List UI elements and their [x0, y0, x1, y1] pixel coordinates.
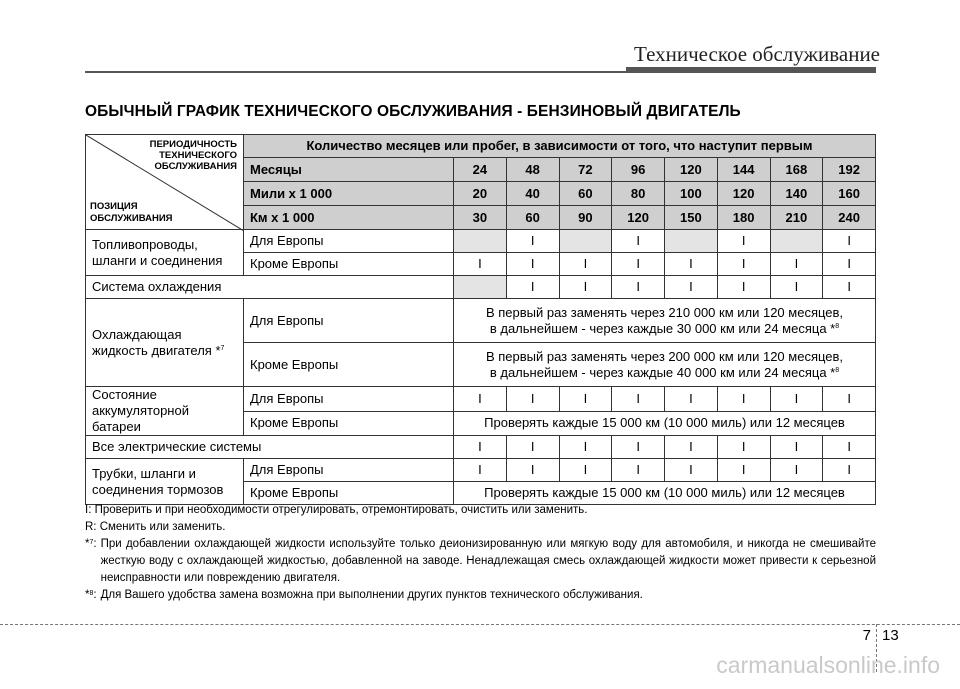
schedule-cell: I [506, 459, 559, 482]
schedule-cell: I [665, 459, 718, 482]
miles-value: 100 [665, 182, 718, 206]
schedule-cell: I [717, 387, 770, 412]
miles-value: 120 [717, 182, 770, 206]
schedule-cell [770, 230, 823, 253]
brakes-non-eu-instruction: Проверять каждые 15 000 км (10 000 миль) или 12 месяцев [454, 482, 876, 505]
km-value: 90 [559, 206, 612, 230]
table-row [86, 276, 876, 299]
footnote-replace: R: Сменить или заменить. [85, 521, 226, 533]
schedule-cell: I [612, 230, 665, 253]
page-footer-rule [0, 624, 960, 625]
table-row [86, 387, 876, 412]
km-value: 30 [454, 206, 507, 230]
schedule-cell: I [665, 436, 718, 459]
months-value: 120 [665, 158, 718, 182]
miles-value: 40 [506, 182, 559, 206]
schedule-cell: I [454, 253, 507, 276]
schedule-cell: I [823, 276, 876, 299]
schedule-cell [559, 230, 612, 253]
schedule-cell: I [770, 436, 823, 459]
schedule-cell: I [770, 276, 823, 299]
schedule-cell: I [612, 387, 665, 412]
schedule-cell: I [823, 253, 876, 276]
schedule-cell: I [823, 436, 876, 459]
item-fuel-lines: Топливопроводы, шланги и соединения [86, 230, 244, 276]
schedule-cell: I [823, 459, 876, 482]
footnote-8: *$^8$: Для Вашего удобства замена возможна при выполнении других пунктов технического обслуживания. [85, 589, 643, 601]
header-rule-accent [626, 67, 876, 72]
coolant-eu-instruction: В первый раз заменять через 210 000 км или 120 месяцев, в дальнейшем - через каждые 30 000 км или 24 месяца *$^8$ [454, 299, 876, 343]
schedule-cell: I [559, 276, 612, 299]
schedule-cell: I [612, 253, 665, 276]
schedule-cell: I [770, 253, 823, 276]
schedule-cell: I [454, 436, 507, 459]
item-electrical-systems: Все электрические системы [86, 436, 454, 459]
miles-value: 20 [454, 182, 507, 206]
schedule-cell: I [559, 387, 612, 412]
region-label: Для Европы [244, 459, 454, 482]
schedule-cell: I [717, 276, 770, 299]
months-label: Месяцы [244, 158, 454, 182]
schedule-cell: I [559, 253, 612, 276]
schedule-cell: I [559, 459, 612, 482]
km-value: 180 [717, 206, 770, 230]
table-row [86, 436, 876, 459]
schedule-cell [454, 230, 507, 253]
schedule-cell: I [770, 387, 823, 412]
km-value: 120 [612, 206, 665, 230]
table-row [86, 459, 876, 482]
months-value: 24 [454, 158, 507, 182]
schedule-cell: I [823, 387, 876, 412]
page-number: 13 [882, 627, 899, 644]
corner-item-label: ПОЗИЦИЯ ОБСЛУЖИВАНИЯ [90, 201, 173, 224]
item-cooling-system: Система охлаждения [86, 276, 454, 299]
schedule-cell: I [717, 230, 770, 253]
months-value: 48 [506, 158, 559, 182]
schedule-cell: I [506, 387, 559, 412]
footnote-7: *$^7$: При добавлении охлаждающей жидкости используйте только деионизированную или мягкую воду для автомобиля, и никогда не смешивайте жесткую воду с охлаждающей жидкостью, добавленной на заводе. Ненадлежащая смесь охлаждающей жидкости может привести к серьезной неисправности или повреждению двигателя. [85, 538, 876, 584]
table-row [86, 230, 876, 253]
section-title: ОБЫЧНЫЙ ГРАФИК ТЕХНИЧЕСКОГО ОБСЛУЖИВАНИЯ - БЕНЗИНОВЫЙ ДВИГАТЕЛЬ [85, 103, 741, 120]
region-label: Кроме Европы [244, 411, 454, 436]
footnotes [85, 502, 876, 604]
region-label: Кроме Европы [244, 343, 454, 387]
schedule-cell: I [506, 230, 559, 253]
schedule-cell: I [506, 276, 559, 299]
page-header-title: Техническое обслуживание [634, 42, 880, 66]
maintenance-table [85, 134, 876, 505]
km-value: 210 [770, 206, 823, 230]
corner-period-label: ПЕРИОДИЧНОСТЬ ТЕХНИЧЕСКОГО ОБСЛУЖИВАНИЯ [149, 139, 237, 172]
schedule-cell: I [559, 436, 612, 459]
miles-value: 80 [612, 182, 665, 206]
region-label: Кроме Европы [244, 482, 454, 505]
schedule-cell: I [770, 459, 823, 482]
schedule-cell: I [665, 276, 718, 299]
km-value: 60 [506, 206, 559, 230]
km-label: Км x 1 000 [244, 206, 454, 230]
miles-value: 160 [823, 182, 876, 206]
schedule-cell: I [717, 436, 770, 459]
months-value: 72 [559, 158, 612, 182]
schedule-cell: I [454, 387, 507, 412]
schedule-cell: I [506, 436, 559, 459]
table-corner-header [86, 135, 244, 230]
schedule-cell: I [665, 387, 718, 412]
schedule-cell: I [665, 253, 718, 276]
months-value: 168 [770, 158, 823, 182]
schedule-cell: I [506, 253, 559, 276]
months-value: 144 [717, 158, 770, 182]
schedule-cell: I [823, 230, 876, 253]
miles-value: 140 [770, 182, 823, 206]
schedule-cell: I [612, 276, 665, 299]
schedule-cell: I [454, 459, 507, 482]
schedule-cell [454, 276, 507, 299]
schedule-cell: I [717, 459, 770, 482]
km-value: 150 [665, 206, 718, 230]
schedule-cell: I [612, 459, 665, 482]
period-header: Количество месяцев или пробег, в зависимости от того, что наступит первым [244, 135, 876, 158]
item-engine-coolant: Охлаждающая жидкость двигателя *$^7$ [86, 299, 244, 387]
months-value: 192 [823, 158, 876, 182]
schedule-cell: I [717, 253, 770, 276]
miles-value: 60 [559, 182, 612, 206]
item-battery-condition: Состояние аккумуляторной батареи [86, 387, 244, 436]
miles-label: Мили x 1 000 [244, 182, 454, 206]
table-row [86, 299, 876, 343]
region-label: Для Европы [244, 299, 454, 343]
schedule-cell: I [612, 436, 665, 459]
region-label: Для Европы [244, 387, 454, 412]
region-label: Кроме Европы [244, 253, 454, 276]
coolant-non-eu-instruction: В первый раз заменять через 200 000 км или 120 месяцев, в дальнейшем - через каждые 40 000 км или 24 месяца *$^8$ [454, 343, 876, 387]
chapter-number: 7 [862, 627, 871, 644]
km-value: 240 [823, 206, 876, 230]
item-brake-lines: Трубки, шланги и соединения тормозов [86, 459, 244, 505]
months-value: 96 [612, 158, 665, 182]
region-label: Для Европы [244, 230, 454, 253]
battery-non-eu-instruction: Проверять каждые 15 000 км (10 000 миль) или 12 месяцев [454, 411, 876, 436]
schedule-cell [665, 230, 718, 253]
footnote-inspect: I: Проверить и при необходимости отрегулировать, отремонтировать, очистить или заменить. [85, 504, 588, 516]
watermark: carmanualsonline.info [716, 652, 940, 678]
